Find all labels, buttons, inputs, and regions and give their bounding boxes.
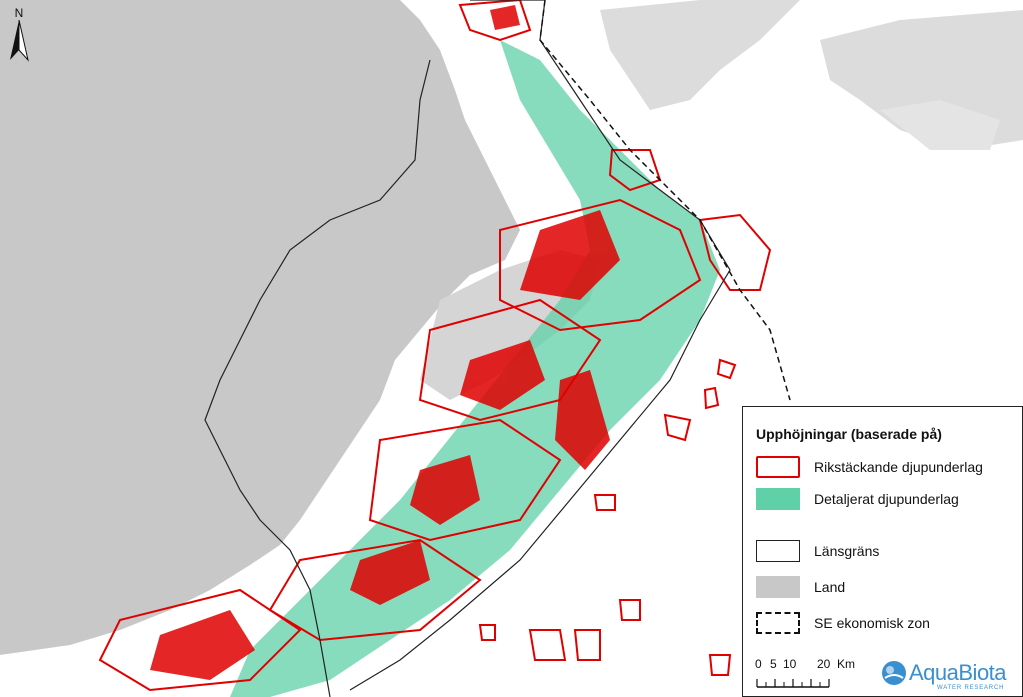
green-fill-swatch <box>756 488 800 510</box>
islands-ne <box>600 0 800 110</box>
legend-label: Land <box>814 579 846 595</box>
scale-tick-label: 10 <box>783 657 797 671</box>
legend-label: Rikstäckande djupunderlag <box>814 459 983 475</box>
legend-item-detailed-depth <box>756 488 1016 512</box>
legend-panel <box>742 406 1023 697</box>
logo-name: AquaBiota <box>909 660 1007 685</box>
legend-item-eez <box>756 612 1016 636</box>
scale-tick-label: 20 <box>817 657 831 671</box>
legend-item-land <box>756 576 1016 600</box>
aquabiota-logo <box>881 658 1021 694</box>
water-drop-icon <box>881 660 907 686</box>
scale-tick-label: 0 <box>755 657 762 671</box>
legend-item-county-border <box>756 540 1016 564</box>
scale-tick-label: 5 <box>770 657 777 671</box>
scale-bar-graphic <box>755 675 835 689</box>
black-outline-swatch <box>756 540 800 562</box>
legend-label: Detaljerat djupunderlag <box>814 491 959 507</box>
scale-unit: Km <box>837 657 855 671</box>
scale-bar <box>755 657 875 693</box>
legend-label: SE ekonomisk zon <box>814 615 930 631</box>
scale-labels <box>755 657 875 673</box>
legend-title: Upphöjningar (baserade på) <box>756 426 942 442</box>
north-arrow-icon <box>8 20 30 64</box>
legend-label: Länsgräns <box>814 543 880 559</box>
grey-fill-swatch <box>756 576 800 598</box>
red-outline-swatch <box>756 456 800 478</box>
north-label: N <box>14 6 24 20</box>
dashed-outline-swatch <box>756 612 800 634</box>
logo-tagline: WATER RESEARCH <box>937 685 1005 691</box>
legend-item-national-depth <box>756 456 1016 480</box>
north-arrow <box>8 6 30 64</box>
